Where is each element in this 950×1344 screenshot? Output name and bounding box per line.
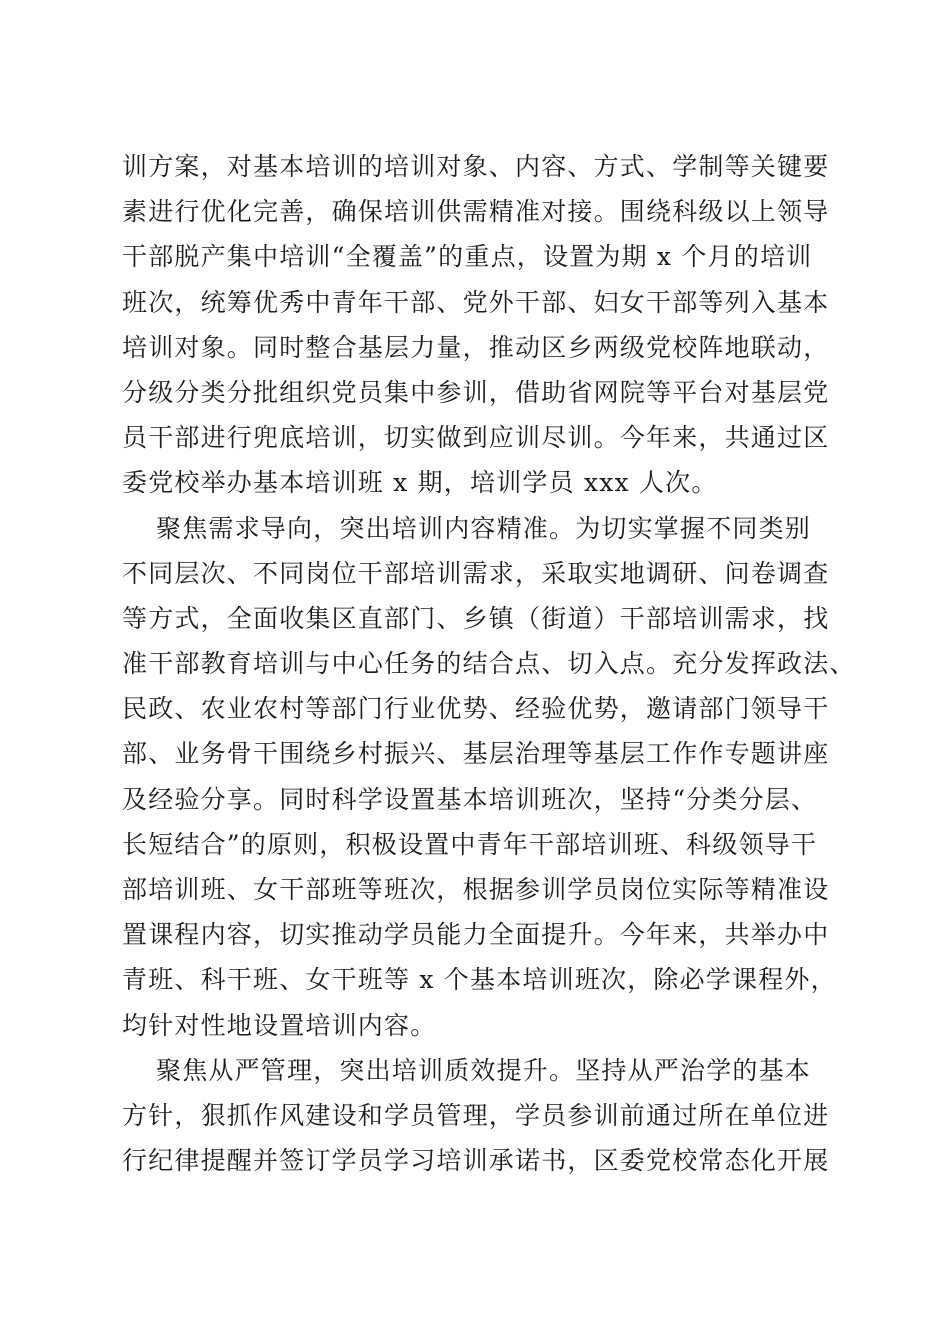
text-line: 准干部教育培训与中心任务的结合点、切入点。充分发挥政法、 <box>122 649 856 679</box>
text-line: 员干部进行兜底培训，切实做到应训尽训。今年来，共通过区 <box>122 423 830 453</box>
text-line: 素进行优化完善，确保培训供需精准对接。围绕科级以上领导 <box>122 197 830 227</box>
text-line: 青班、科干班、女干班等 x 个基本培训班次，除必学课程外， <box>122 965 837 995</box>
text-line: 方针，狠抓作风建设和学员管理，学员参训前通过所在单位进 <box>122 1100 830 1130</box>
paragraph-start-line: 聚焦需求导向，突出培训内容精准。为切实掌握不同类别 <box>156 513 812 543</box>
text-line: 部培训班、女干部班等班次，根据参训学员岗位实际等精准设 <box>122 875 830 904</box>
text-line: 班次，统筹优秀中青年干部、党外干部、妇女干部等列入基本 <box>122 287 830 317</box>
text-line: 委党校举办基本培训班 x 期，培训学员 xxx 人次。 <box>122 468 718 498</box>
text-line: 均针对性地设置培训内容。 <box>122 1010 437 1040</box>
text-line: 置课程内容，切实推动学员能力全面提升。今年来，共举办中 <box>122 920 830 950</box>
text-line: 等方式，全面收集区直部门、乡镇（街道）干部培训需求，找 <box>122 603 830 633</box>
text-line: 培训对象。同时整合基层力量，推动区乡两级党校阵地联动， <box>122 332 830 362</box>
text-line: 及经验分享。同时科学设置基本培训班次，坚持“分类分层、 <box>122 784 818 814</box>
text-line: 训方案，对基本培训的培训对象、内容、方式、学制等关键要 <box>122 152 830 181</box>
text-line: 民政、农业农村等部门行业优势、经验优势，邀请部门领导干 <box>122 694 830 724</box>
text-line: 长短结合”的原则，积极设置中青年干部培训班、科级领导干 <box>122 829 818 859</box>
text-line: 行纪律提醒并签订学员学习培训承诺书，区委党校常态化开展 <box>122 1146 830 1176</box>
text-line: 部、业务骨干围绕乡村振兴、基层治理等基层工作作专题讲座 <box>122 739 830 769</box>
text-line: 分级分类分批组织党员集中参训，借助省网院等平台对基层党 <box>122 377 830 407</box>
paragraph-start-line: 聚焦从严管理，突出培训质效提升。坚持从严治学的基本 <box>156 1055 812 1085</box>
text-line: 不同层次、不同岗位干部培训需求，采取实地调研、问卷调查 <box>122 558 830 588</box>
document-body <box>122 144 856 1183</box>
text-line: 干部脱产集中培训“全覆盖”的重点，设置为期 x 个月的培训 <box>122 242 813 272</box>
